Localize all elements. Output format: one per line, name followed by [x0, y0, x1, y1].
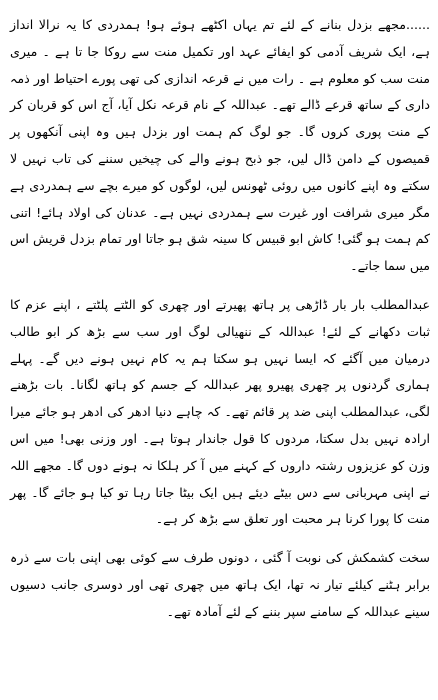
paragraph-3: سخت کشمکش کی نوبت آ گئی ، دونوں طرف سے کوئی بھی اپنی بات سے ذرہ برابر ہٹنے کیلئے تیار نہ تھا، ایک ہاتھ میں چھری تھی اور دوسری جانب دسیوں سینے عبداللہ کے سامنے سپر بننے کے لئے آمادہ تھے۔ — [10, 550, 430, 619]
paragraph-1: ......مجھے بزدل بنانے کے لئے تم یہاں اکٹھے ہوئے ہو! ہمدردی کا یہ نرالا انداز ہے، ایک شریف آدمی کو ایفائے عہد اور تکمیل منت سے روکا جا تا ہے ۔ میری منت سب کو معلوم ہے ۔ رات میں نے قرعہ اندازی کی تھی پورے احتیاط اور ذمہ داری کے ساتھ قرعے ڈالے تھے۔ عبداللہ کے نام قرعہ نکل آیا، آج اس کو قربان کر کے منت پوری کروں گا۔ جو لوگ کم ہمت اور بزدل ہیں وہ اپنی آنکھوں پر قمیصوں کے دامن ڈال لیں، جو ذبح ہونے والے کی چیخیں سننے کی تاب نہیں لا سکتے وہ اپنے کانوں میں روئی ٹھونس لیں، لوگوں کو میرے بچے سے ہمدردی ہے مگر میری شرافت اور غیرت سے ہمدردی نہیں ہے۔ عدنان کی اولاد ہائے! اتنی کم ہمت ہو گئی! کاش ابو قبیس کا سینہ شق ہو جاتا اور تمام بزدل قریش اس میں سما جاتے۔ — [10, 17, 430, 274]
paragraph-2: عبدالمطلب بار بار ڈاڑھی پر ہاتھ پھیرتے اور چھری کو الٹتے پلٹتے ، اپنے عزم کا ثبات دکھانے کے لئے! عبداللہ کے ننھیالی لوگ اور سب سے بڑھ کر ابو طالب درمیان میں آگئے کہ ایسا نہیں ہو سکتا ہم یہ کام نہیں ہونے دیں گے۔ پہلے ہماری گردنوں پر چھری پھیرو پھر عبداللہ کے جسم کو ہاتھ لگانا۔ بات بڑھنے لگی، عبدالمطلب اپنی ضد پر قائم تھے۔ کہ چاہے دنیا ادھر کی ادھر ہو جائے میرا ارادہ نہیں بدل سکتا، مردوں کا قول جاندار ہوتا ہے۔ اور وزنی بھی! میں اس وزن کو عزیزوں رشتہ داروں کے کہنے میں آ کر ہلکا نہ ہونے دوں گا۔ مجھے اللہ نے اپنی مہربانی سے دس بیٹے دیئے ہیں ایک بیٹا جاتا رہا تو کیا ہو جائے گا۔ پھر منت کا پورا کرنا ہر محبت اور تعلق سے بڑھ کر ہے۔ — [10, 296, 430, 527]
